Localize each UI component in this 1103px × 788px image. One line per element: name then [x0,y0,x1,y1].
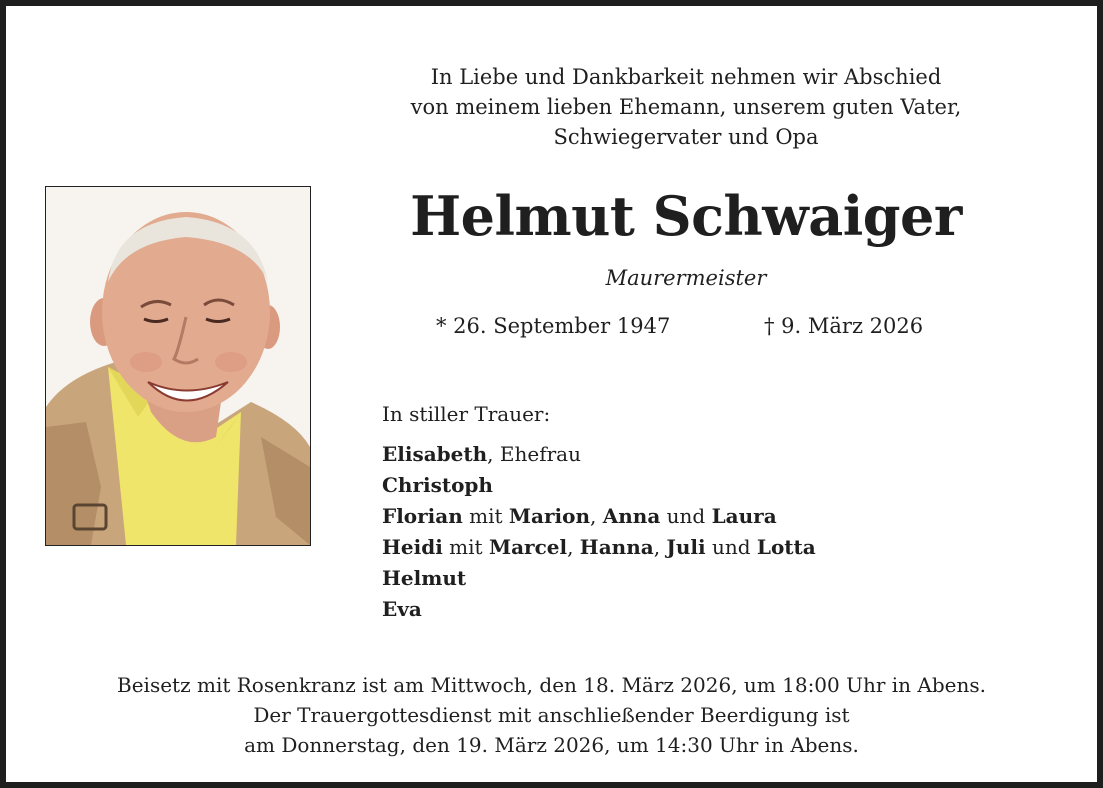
mourner-name: Eva [382,597,422,621]
intro-line-3: Schwiegervater und Opa [553,125,819,149]
mourner-name: Lotta [756,535,816,559]
mourner-text: mit [442,535,489,559]
death-date: † 9. März 2026 [764,314,924,338]
birth-date: * 26. September 1947 [436,314,671,338]
funeral-line-3: am Donnerstag, den 19. März 2026, um 14:30 Uhr in Abens. [244,733,859,757]
mourner-row [382,594,816,625]
portrait-photo [45,186,311,546]
mourner-name: Hanna [579,535,654,559]
mourner-name: Heidi [382,535,443,559]
mourner-text: , [590,504,603,528]
mourner-text: , Ehefrau [487,442,581,466]
mourner-text: , [653,535,667,559]
mourner-text: und [705,535,757,559]
mourner-name: Helmut [382,566,467,590]
mourner-name: Marcel [488,535,568,559]
funeral-info [6,670,1097,760]
mourner-name: Anna [602,504,661,528]
mourner-row [382,501,816,532]
mourner-name: Florian [382,504,463,528]
mourner-row [382,532,816,563]
mourner-text: und [660,504,712,528]
intro-line-1: In Liebe und Dankbarkeit nehmen wir Abschied [430,65,942,89]
mourner-text: mit [462,504,509,528]
mourner-name: Juli [666,535,706,559]
mourner-name: Christoph [382,473,493,497]
funeral-line-1: Beisetz mit Rosenkranz ist am Mittwoch, den 18. März 2026, um 18:00 Uhr in Abens. [117,673,986,697]
mourner-row [382,470,816,501]
mourner-name: Laura [711,504,777,528]
mourner-row [382,563,816,594]
intro-text [336,62,1036,152]
mourner-name: Elisabeth [382,442,488,466]
profession: Maurermeister [605,266,767,290]
mourner-name: Marion [508,504,591,528]
mourning-label: In stiller Trauer: [382,402,551,426]
mourners-list [382,439,816,625]
intro-line-2: von meinem lieben Ehemann, unserem guten Vater, [410,95,962,119]
funeral-line-2: Der Trauergottesdienst mit anschließender Beerdigung ist [253,703,850,727]
deceased-name: Helmut Schwaiger [410,184,962,248]
mourner-text: , [567,535,580,559]
mourner-row [382,439,816,470]
